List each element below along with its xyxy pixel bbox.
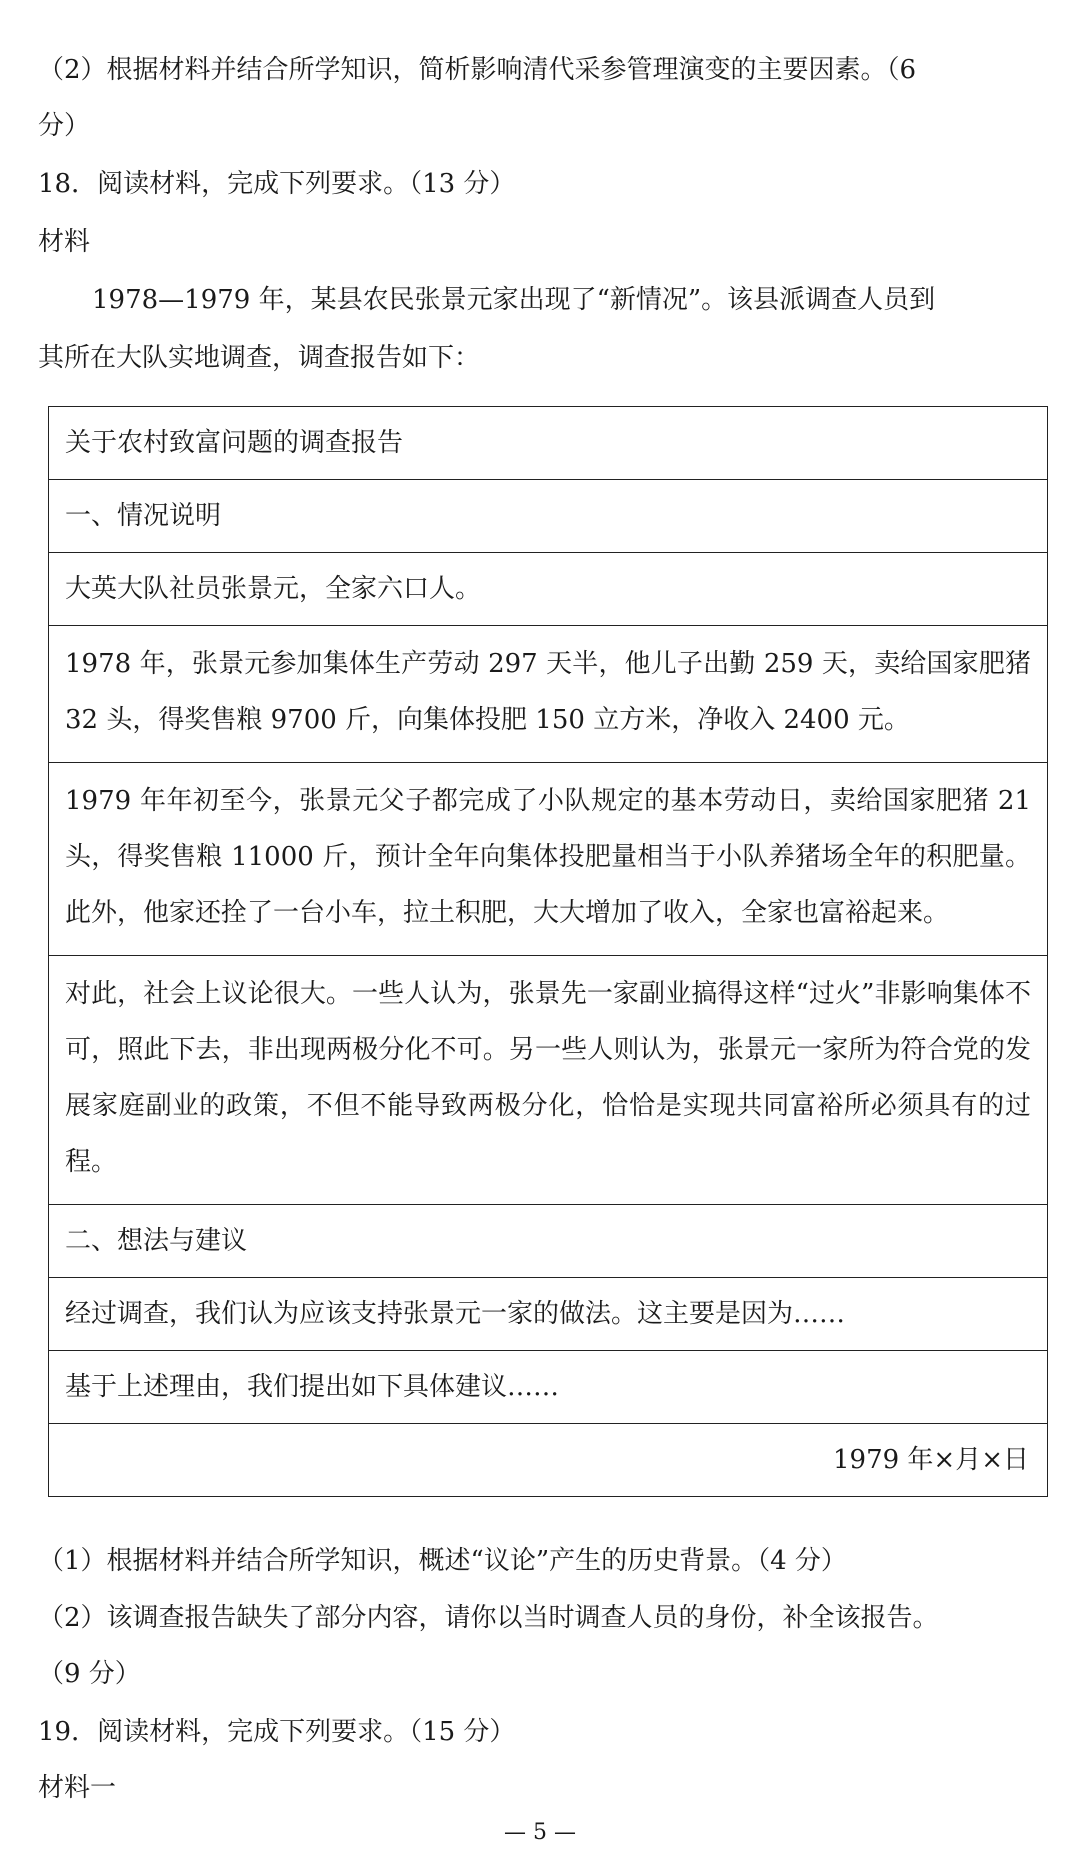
report-1979-data: 1979 年年初至今，张景元父子都完成了小队规定的基本劳动日，卖给国家肥猪 21 头，得奖售粮 11000 斤，预计全年向集体投肥量相当于小队养猪场全年的积肥量。此外，他家还拴了一台小车，拉土积肥，大大增加了收入，全家也富裕起来。 [49,763,1048,956]
report-1978-data: 1978 年，张景元参加集体生产劳动 297 天半，他儿子出勤 259 天，卖给国家肥猪 32 头，得奖售粮 9700 斤，向集体投肥 150 立方米，净收入 2400 元。 [49,626,1048,763]
report-date: 1979 年×月×日 [49,1424,1048,1497]
report-title: 关于农村致富问题的调查报告 [49,407,1048,480]
q18-part2-line2: （9 分） [38,1659,141,1689]
report-proposals: 基于上述理由，我们提出如下具体建议…… [49,1351,1048,1424]
survey-report-table [48,406,1048,1497]
q18-material-label: 材料 [38,227,91,257]
report-reasons: 经过调查，我们认为应该支持张景元一家的做法。这主要是因为…… [49,1278,1048,1351]
report-section-situation: 一、情况说明 [49,480,1048,553]
q17-part2-line2: 分） [38,111,91,141]
q19-material-label: 材料一 [38,1773,117,1803]
q18-intro-line1: 1978—1979 年，某县农民张景元家出现了“新情况”。该县派调查人员到 [92,285,936,315]
report-family-info: 大英大队社员张景元，全家六口人。 [49,553,1048,626]
q18-part2-line1: （2）该调查报告缺失了部分内容，请你以当时调查人员的身份，补全该报告。 [38,1603,939,1633]
q18-part1: （1）根据材料并结合所学知识，概述“议论”产生的历史背景。（4 分） [38,1546,847,1576]
q19-heading: 19．阅读材料，完成下列要求。（15 分） [38,1717,516,1747]
q18-intro-line2: 其所在大队实地调查，调查报告如下： [38,343,481,373]
page-number: — 5 — [504,1820,576,1845]
report-section-suggestions: 二、想法与建议 [49,1205,1048,1278]
report-public-debate: 对此，社会上议论很大。一些人认为，张景先一家副业搞得这样“过火”非影响集体不可，照此下去，非出现两极分化不可。另一些人则认为，张景元一家所为符合党的发展家庭副业的政策，不但不能导致两极分化，恰恰是实现共同富裕所必须具有的过程。 [49,956,1048,1205]
q18-heading: 18．阅读材料，完成下列要求。（13 分） [38,169,516,199]
q17-part2-line1: （2）根据材料并结合所学知识，简析影响清代采参管理演变的主要因素。（6 [38,55,917,85]
